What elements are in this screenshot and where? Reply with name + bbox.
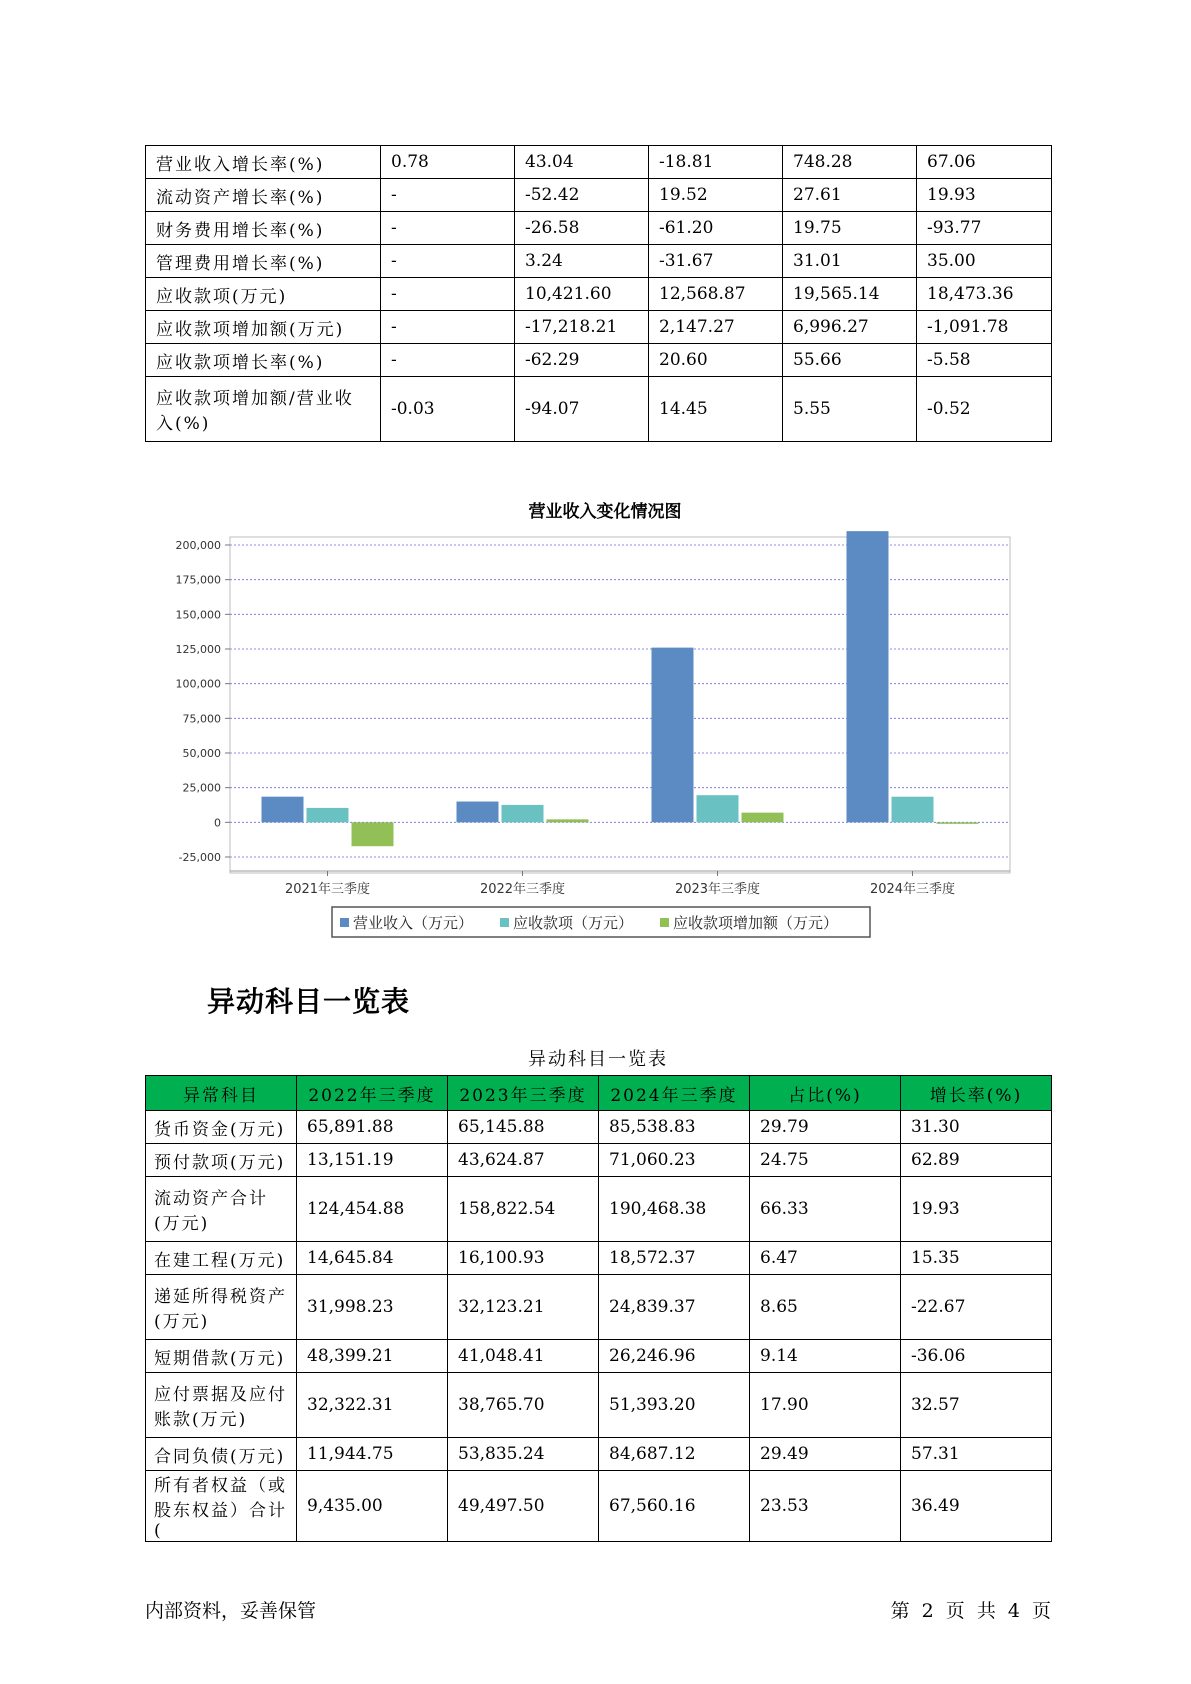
table-cell: 84,687.12 [599, 1438, 750, 1471]
table-cell: 5.55 [783, 377, 917, 442]
x-tick-label: 2024年三季度 [869, 882, 956, 897]
x-tick-label: 2023年三季度 [674, 882, 761, 897]
row-label: 应付票据及应付账款(万元) [146, 1373, 297, 1438]
column-header: 2024年三季度 [599, 1076, 750, 1111]
y-tick-label: 0 [214, 816, 221, 830]
chart-title: 营业收入变化情况图 [528, 502, 682, 522]
table-cell: 19,565.14 [783, 278, 917, 311]
table-cell: 43,624.87 [448, 1144, 599, 1177]
table-cell: 11,944.75 [297, 1438, 448, 1471]
bar-receivables [892, 797, 934, 823]
table-cell: 748.28 [783, 146, 917, 179]
table-row [146, 1340, 1052, 1373]
table-cell: 67.06 [917, 146, 1052, 179]
bar-revenue [847, 531, 889, 822]
abnormal-items-table [145, 1075, 1052, 1542]
table-cell: 26,246.96 [599, 1340, 750, 1373]
table-cell: - [381, 344, 515, 377]
table-caption: 异动科目一览表 [528, 1049, 668, 1070]
table-cell: 15.35 [901, 1242, 1052, 1275]
table-cell: -1,091.78 [917, 311, 1052, 344]
footer-note: 内部资料，妥善保管 [145, 1600, 317, 1622]
table-cell: 29.49 [750, 1438, 901, 1471]
table-cell: 2,147.27 [649, 311, 783, 344]
table-cell: -61.20 [649, 212, 783, 245]
table-row [146, 1111, 1052, 1144]
table-cell: -0.52 [917, 377, 1052, 442]
revenue-chart [145, 495, 1045, 945]
table-cell: 35.00 [917, 245, 1052, 278]
bar-receivables [307, 808, 349, 822]
table-cell: 23.53 [750, 1471, 901, 1542]
row-label: 应收款项增加额/营业收入(%) [146, 377, 381, 442]
table-cell: 29.79 [750, 1111, 901, 1144]
table-row [146, 1373, 1052, 1438]
table-row [146, 1275, 1052, 1340]
table-cell: 57.31 [901, 1438, 1052, 1471]
table-cell: 31,998.23 [297, 1275, 448, 1340]
table-cell: 19.75 [783, 212, 917, 245]
table-cell: 55.66 [783, 344, 917, 377]
y-tick-label: 175,000 [175, 573, 221, 587]
table-row [146, 344, 1052, 377]
table-cell: 19.52 [649, 179, 783, 212]
y-tick-label: -25,000 [178, 851, 221, 864]
table-cell: -17,218.21 [515, 311, 649, 344]
table-cell: 38,765.70 [448, 1373, 599, 1438]
row-label: 预付款项(万元) [146, 1144, 297, 1177]
bar-receivables [697, 795, 739, 822]
x-tick-label: 2022年三季度 [479, 882, 566, 897]
row-label: 应收款项增长率(%) [146, 344, 381, 377]
legend-swatch [340, 918, 349, 927]
y-tick-label: 75,000 [182, 712, 221, 726]
table-cell: 18,473.36 [917, 278, 1052, 311]
y-tick-label: 200,000 [175, 539, 221, 552]
row-label: 合同负债(万元) [146, 1438, 297, 1471]
table-cell: 9,435.00 [297, 1471, 448, 1542]
y-tick-label: 125,000 [175, 643, 221, 656]
row-label: 在建工程(万元) [146, 1242, 297, 1275]
table-row [146, 311, 1052, 344]
table-cell: 190,468.38 [599, 1177, 750, 1242]
column-header: 2023年三季度 [448, 1076, 599, 1111]
column-header: 异常科目 [146, 1076, 297, 1111]
table-cell: 24,839.37 [599, 1275, 750, 1340]
table-row [146, 179, 1052, 212]
table-cell: -93.77 [917, 212, 1052, 245]
table-cell: 158,822.54 [448, 1177, 599, 1242]
row-label: 流动资产增长率(%) [146, 179, 381, 212]
table-row [146, 377, 1052, 442]
table-cell: 67,560.16 [599, 1471, 750, 1542]
table-cell: 62.89 [901, 1144, 1052, 1177]
table-cell: 31.01 [783, 245, 917, 278]
y-tick-label: 100,000 [175, 677, 221, 691]
table-cell: 32.57 [901, 1373, 1052, 1438]
table-cell: -94.07 [515, 377, 649, 442]
table-cell: 32,123.21 [448, 1275, 599, 1340]
table-cell: 17.90 [750, 1373, 901, 1438]
table-row [146, 1471, 1052, 1542]
bar-revenue [262, 797, 304, 823]
table-cell: 65,145.88 [448, 1111, 599, 1144]
table-cell: 6.47 [750, 1242, 901, 1275]
table-cell: 27.61 [783, 179, 917, 212]
table-cell: 14,645.84 [297, 1242, 448, 1275]
table-cell: -36.06 [901, 1340, 1052, 1373]
table-cell: 48,399.21 [297, 1340, 448, 1373]
table-cell: 18,572.37 [599, 1242, 750, 1275]
table-row [146, 146, 1052, 179]
row-label: 应收款项增加额(万元) [146, 311, 381, 344]
row-label: 财务费用增长率(%) [146, 212, 381, 245]
table-row [146, 245, 1052, 278]
bar-receivables [502, 805, 544, 822]
row-label: 短期借款(万元) [146, 1340, 297, 1373]
table-cell: -26.58 [515, 212, 649, 245]
table-cell: -52.42 [515, 179, 649, 212]
page-number: 第 2 页 共 4 页 [890, 1600, 1051, 1622]
table-cell: -0.03 [381, 377, 515, 442]
bar-revenue [457, 802, 499, 823]
table-row [146, 1177, 1052, 1242]
table-header-row [146, 1076, 1052, 1111]
table-cell: -22.67 [901, 1275, 1052, 1340]
section-title: 异动科目一览表 [207, 985, 411, 1018]
table-cell: 66.33 [750, 1177, 901, 1242]
table-cell: - [381, 278, 515, 311]
table-cell: 43.04 [515, 146, 649, 179]
table-cell: 36.49 [901, 1471, 1052, 1542]
table-row [146, 1242, 1052, 1275]
table-row [146, 278, 1052, 311]
table-cell: -62.29 [515, 344, 649, 377]
column-header: 2022年三季度 [297, 1076, 448, 1111]
table-cell: 19.93 [901, 1177, 1052, 1242]
table-cell: 8.65 [750, 1275, 901, 1340]
table-cell: 124,454.88 [297, 1177, 448, 1242]
table-row [146, 212, 1052, 245]
table-cell: -31.67 [649, 245, 783, 278]
column-header: 占比(%) [750, 1076, 901, 1111]
table-cell: 14.45 [649, 377, 783, 442]
table-cell: 20.60 [649, 344, 783, 377]
table-cell: 12,568.87 [649, 278, 783, 311]
table-cell: 16,100.93 [448, 1242, 599, 1275]
table-cell: 31.30 [901, 1111, 1052, 1144]
row-label: 所有者权益（或股东权益）合计( [146, 1471, 297, 1542]
table-cell: 53,835.24 [448, 1438, 599, 1471]
row-label: 货币资金(万元) [146, 1111, 297, 1144]
x-tick-label: 2021年三季度 [284, 882, 371, 897]
column-header: 增长率(%) [901, 1076, 1052, 1111]
row-label: 流动资产合计(万元) [146, 1177, 297, 1242]
legend-label: 应收款项增加额（万元） [673, 914, 839, 932]
row-label: 应收款项(万元) [146, 278, 381, 311]
bar-receivables-increase [742, 813, 784, 823]
table-row [146, 1144, 1052, 1177]
bar-receivables-increase [547, 819, 589, 822]
legend-label: 营业收入（万元） [353, 914, 474, 932]
legend-label: 应收款项（万元） [513, 914, 634, 932]
table-cell: 9.14 [750, 1340, 901, 1373]
row-label: 递延所得税资产(万元) [146, 1275, 297, 1340]
legend-swatch [500, 918, 509, 927]
table-cell: 41,048.41 [448, 1340, 599, 1373]
table-cell: 6,996.27 [783, 311, 917, 344]
table-cell: 19.93 [917, 179, 1052, 212]
y-tick-label: 50,000 [182, 747, 221, 760]
table-cell: 65,891.88 [297, 1111, 448, 1144]
table-cell: 71,060.23 [599, 1144, 750, 1177]
table-cell: 0.78 [381, 146, 515, 179]
table-cell: 24.75 [750, 1144, 901, 1177]
table-cell: 49,497.50 [448, 1471, 599, 1542]
table-cell: -5.58 [917, 344, 1052, 377]
table-cell: 3.24 [515, 245, 649, 278]
table-cell: 13,151.19 [297, 1144, 448, 1177]
row-label: 管理费用增长率(%) [146, 245, 381, 278]
legend-swatch [660, 918, 669, 927]
table-cell: - [381, 245, 515, 278]
y-tick-label: 25,000 [182, 781, 221, 795]
bar-revenue [652, 648, 694, 823]
table-cell: 32,322.31 [297, 1373, 448, 1438]
table-cell: -18.81 [649, 146, 783, 179]
bar-receivables-increase [937, 822, 979, 824]
table-cell: 51,393.20 [599, 1373, 750, 1438]
row-label: 营业收入增长率(%) [146, 146, 381, 179]
table-row [146, 1438, 1052, 1471]
bar-receivables-increase [352, 822, 394, 846]
ratio-table [145, 145, 1052, 442]
y-tick-label: 150,000 [175, 608, 221, 622]
table-cell: 10,421.60 [515, 278, 649, 311]
table-cell: - [381, 212, 515, 245]
table-cell: - [381, 179, 515, 212]
table-cell: - [381, 311, 515, 344]
table-cell: 85,538.83 [599, 1111, 750, 1144]
